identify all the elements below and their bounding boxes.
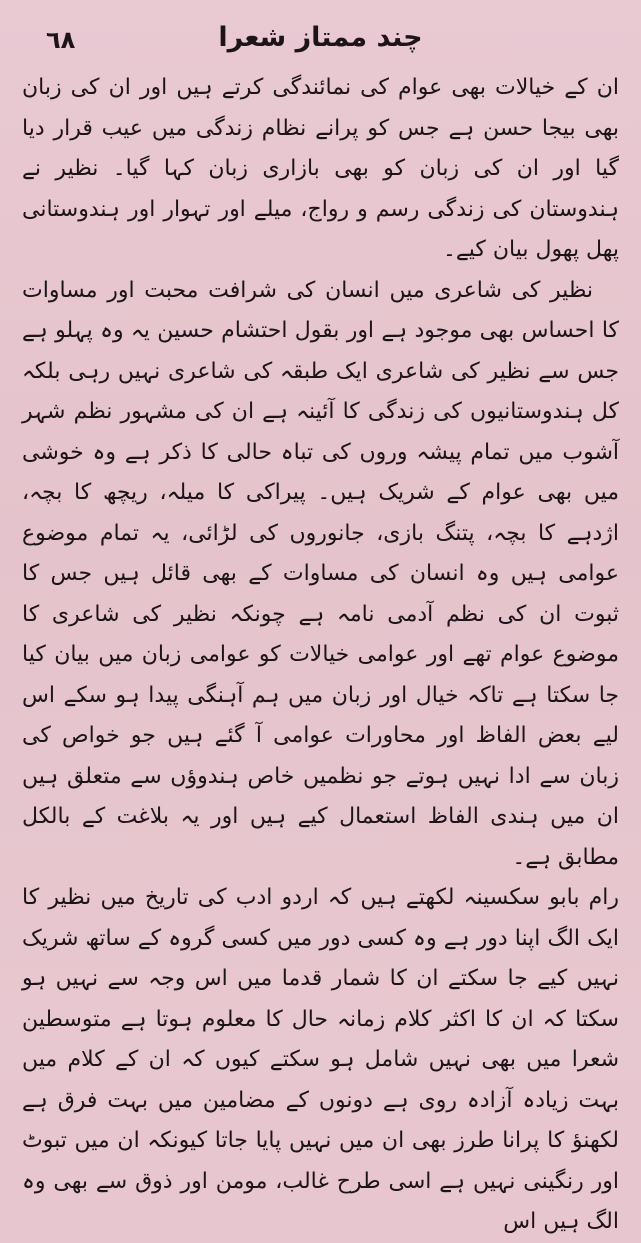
page-number: ٦٨ [46,26,76,54]
paragraph-1: ان کے خیالات بھی عوام کی نمائندگی کرتے ہیں اور ان کی زبان بھی بیجا حسن ہے جس کو پرانے نظام زندگی میں عیب قرار دیا گیا اور ان کی زبان کو بھی بازاری زبان کہا گیا۔ نظیر نے ہندوستان کی زندگی رسم و رواج، میلے اور تہوار اور ہندوستانی پھل پھول بیان کیے۔ [22,75,619,262]
paragraph-2: نظیر کی شاعری میں انسان کی شرافت محبت اور مساوات کا احساس بھی موجود ہے اور بقول احتشام حسین یہ وہ پہلو ہے جس سے نظیر کی شاعری ایک طبقہ کی شاعری نہیں رہی بلکہ کل ہندوستانیوں کی زندگی کا آئینہ ہے ان کی مشہور نظم شہر آشوب میں تمام پیشہ وروں کی تباہ حالی کا ذکر ہے وہ خوشی میں بھی عوام کے شریک ہیں۔ پیراکی کا میلہ، ریچھ کا بچہ، اژدہے کا بچہ، پتنگ بازی، جانوروں کی لڑائی، یہ تمام موضوع عوامی ہیں وہ انسان کی مساوات کے بھی قائل ہیں جس کا ثبوت ان کی نظم آدمی نامہ ہے چونکہ نظیر کی شاعری کا موضوع عوام تھے اور عوامی خیالات کو عوامی زبان میں بیان کیا جا سکتا ہے تاکہ خیال اور زبان میں ہم آہنگی پیدا ہو سکے اس لیے بعض الفاظ اور محاورات عوامی آ گئے ہیں جو خواص کی زبان سے ادا نہیں ہوتے جو نظمیں خاص ہندوؤں سے متعلق ہیں ان میں ہندی الفاظ استعمال کیے ہیں اور یہ بلاغت کے بالکل مطابق ہے۔ [22,277,619,870]
page-header [22,10,619,68]
paragraph-3: رام بابو سکسینہ لکھتے ہیں کہ اردو ادب کی تاریخ میں نظیر کا ایک الگ اپنا دور ہے وہ کسی دور میں کسی گروہ کے ساتھ شریک نہیں کیے جا سکتے ان کا شمار قدما میں اس وجہ سے نہیں ہو سکتا کہ ان کا اکثر کلام زمانہ حال کا معلوم ہوتا ہے متوسطین شعرا میں بھی نہیں شامل ہو سکتے کیوں کہ ان کے کلام میں بہت زیادہ آزادہ روی ہے دونوں کے مضامین میں بہت فرق ہے لکھنؤ کا پرانا طرز بھی ان میں نہیں پایا جاتا کیونکہ ان میں تبوٹ اور رنگینی نہیں ہے اسی طرح غالب، مومن اور ذوق سے بھی وہ الگ ہیں اس [22,885,619,1234]
running-title: چند ممتاز شعرا [218,22,423,53]
body-text [22,68,619,1243]
